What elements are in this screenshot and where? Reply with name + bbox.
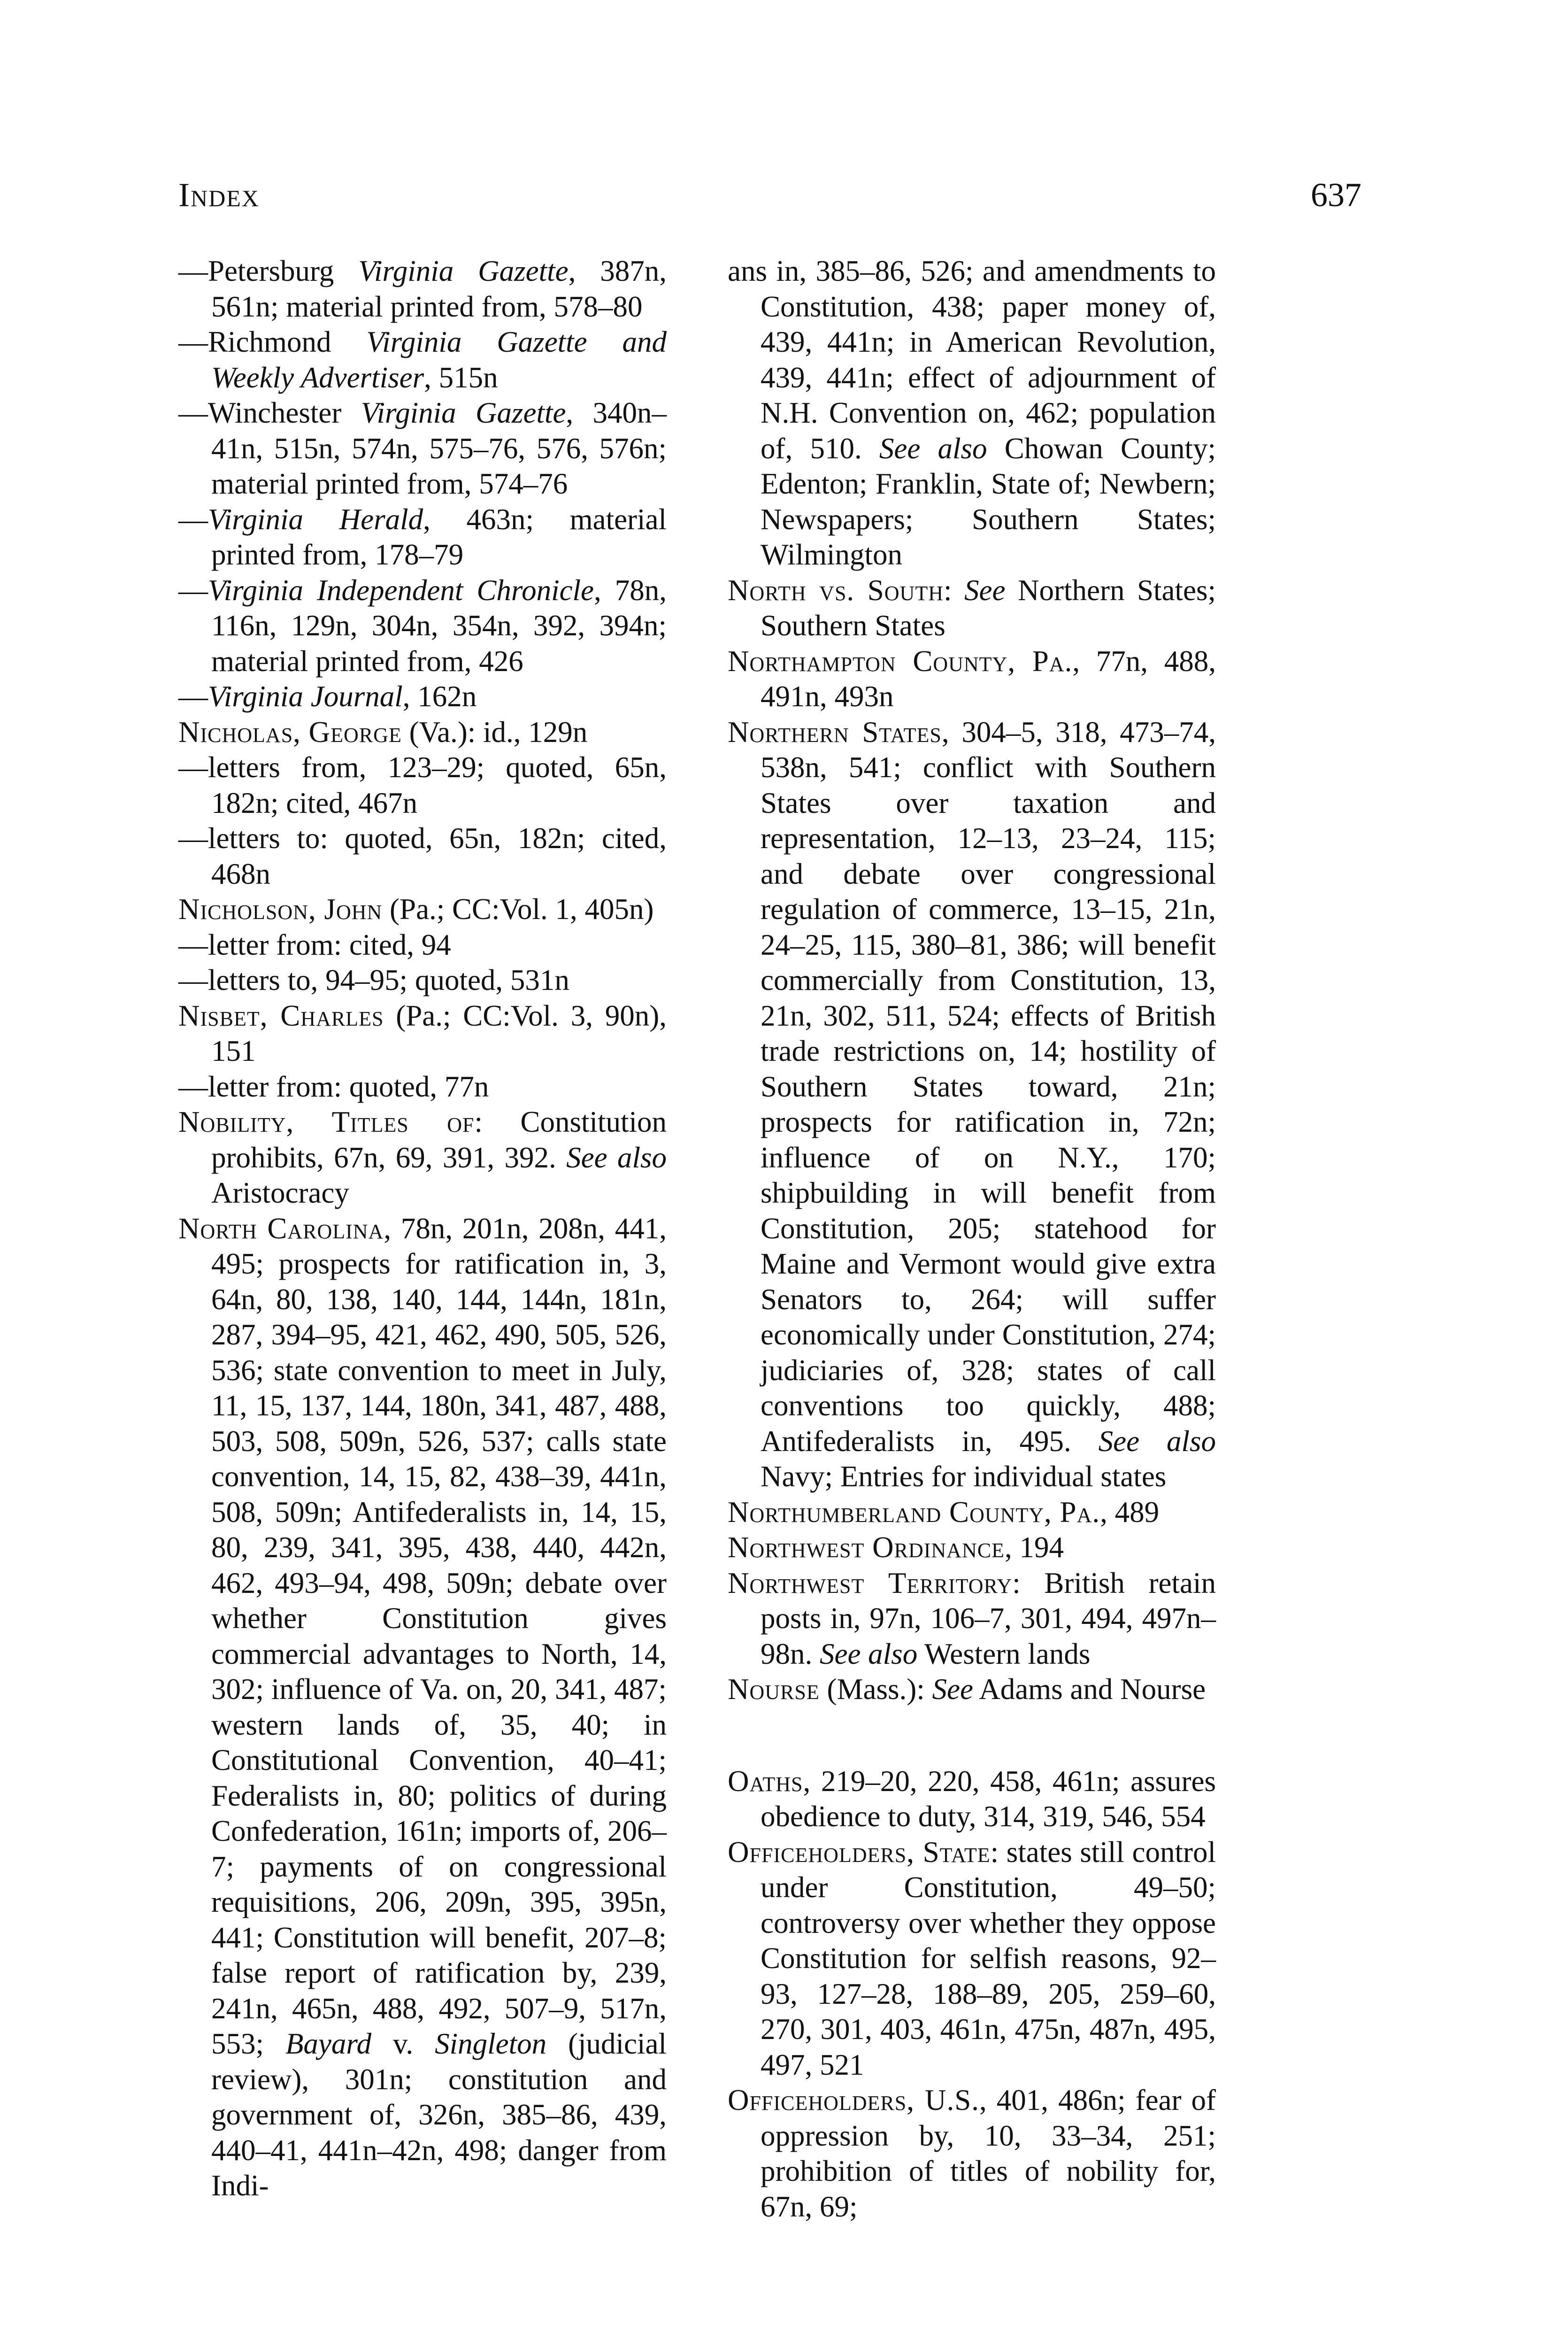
entry-text: , 463n; material printed from, 178–79: [211, 502, 667, 571]
italic-text: Virginia Herald: [208, 502, 423, 536]
index-subentry: [178, 573, 667, 680]
italic-text: Singleton: [435, 2027, 547, 2060]
index-column-left: [178, 254, 667, 2204]
entry-heading: Northern States: [728, 715, 942, 749]
italic-text: See also: [879, 432, 987, 465]
entry-heading: Officeholders, State: [728, 1835, 991, 1869]
entry-heading: Northwest Territory: [728, 1566, 1013, 1599]
entry-text: (judicial review), 301n; constitution and government of, 326n, 385–86, 439, 440–41, 441n–42n, 498; danger from Indi-: [211, 2027, 667, 2202]
entry-text: : Constitution prohibits, 67n, 69, 391, 392.: [211, 1105, 667, 1174]
entry-text: —letters to: quoted, 65n, 182n; cited, 468n: [178, 822, 667, 890]
index-entry: [728, 1764, 1216, 1835]
entry-text: : British retain posts in, 97n, 106–7, 301, 494, 497n–98n.: [761, 1566, 1216, 1670]
entry-text: Northern States; Southern States: [761, 573, 1216, 642]
entry-heading: Officeholders, U.S.: [728, 2084, 980, 2116]
entry-text: —letter from: quoted, 77n: [178, 1070, 489, 1103]
index-subentry: [178, 963, 667, 998]
entry-text: , 219–20, 220, 458, 461n; assures obedience to duty, 314, 319, 546, 554: [761, 1764, 1216, 1833]
running-head-title: Index: [178, 176, 260, 214]
entry-heading: Nobility, Titles of: [178, 1105, 475, 1138]
entry-heading: North Carolina: [178, 1212, 384, 1245]
italic-text: Virginia Gazette: [361, 396, 566, 429]
index-subentry: [178, 821, 667, 892]
index-subentry: [178, 927, 667, 963]
index-subentry: [178, 502, 667, 573]
entry-text: ans in, 385–86, 526; and amendments to Constitution, 438; paper money of, 439, 441n; in American Revolution, 439, 441n; effect of adjournment of N.H. Convention on, 462; population of, 510.: [728, 255, 1216, 465]
entry-heading: Oaths: [728, 1764, 803, 1798]
entry-text: , 515n: [424, 361, 498, 394]
entry-text: , 489: [1100, 1495, 1160, 1529]
entry-heading: Nourse: [728, 1673, 820, 1706]
running-head: [178, 171, 1361, 218]
index-subentry: [178, 254, 667, 324]
entry-text: , 340n–41n, 515n, 574n, 575–76, 576, 576n; material printed from, 574–76: [211, 396, 667, 500]
index-subentry: [178, 395, 667, 502]
entry-text: (Pa.; CC:Vol. 3, 90n), 151: [211, 999, 667, 1067]
entry-text: , 387n, 561n; material printed from, 578–80: [211, 255, 667, 323]
index-entry: [178, 1211, 667, 2204]
entry-text: Western lands: [917, 1637, 1091, 1670]
italic-text: See: [932, 1673, 973, 1706]
entry-text: v.: [371, 2027, 435, 2060]
entry-text: —: [178, 680, 208, 713]
entry-text: (Pa.; CC:Vol. 1, 405n): [382, 893, 654, 926]
entry-text: Adams and Nourse: [973, 1673, 1206, 1706]
index-entry: [728, 715, 1216, 1495]
italic-text: Bayard: [285, 2027, 372, 2060]
entry-text: : states still control under Constitution, 49–50; controversy over whether they oppose Constitution for selfish reasons, 92–93, 127–28, 188–89, 205, 259–60, 270, 301, 403, 461n, 475n, 487n, 495, 497, 521: [761, 1835, 1216, 2081]
entry-heading: Nisbet, Charles: [178, 999, 384, 1032]
entry-text: —Petersburg: [178, 255, 359, 287]
entry-text: , 401, 486n; fear of oppression by, 10, 33–34, 251; prohibition of titles of nobility for, 67n, 69;: [761, 2084, 1216, 2223]
entry-heading: North vs. South: [728, 573, 944, 607]
entry-text: —: [178, 502, 208, 536]
entry-text: —letters to, 94–95; quoted, 531n: [178, 964, 569, 996]
entry-text: —Winchester: [178, 396, 361, 429]
entry-text: —: [178, 573, 208, 607]
page-number: 637: [1311, 176, 1361, 214]
italic-text: Virginia Gazette and Weekly Advertiser: [211, 325, 667, 394]
entry-text: (Mass.):: [819, 1673, 932, 1706]
italic-text: See: [964, 573, 1006, 607]
entry-heading: Northampton County, Pa.: [728, 644, 1073, 678]
index-entry: [178, 715, 667, 750]
entry-text: :: [943, 573, 965, 607]
index-subentry: [178, 1069, 667, 1105]
entry-text: , 77n, 488, 491n, 493n: [761, 644, 1216, 713]
index-entry-continued: [728, 254, 1216, 573]
entry-text: , 78n, 116n, 129n, 304n, 354n, 392, 394n; material printed from, 426: [211, 573, 667, 678]
entry-text: , 78n, 201n, 208n, 441, 495; prospects for ratification in, 3, 64n, 80, 138, 140, 144, 144n, 181n, 287, 394–95, 421, 462, 490, 505, 526, 536; state convention to meet in July, 11, 15, 137, 144, 180n, 341, 487, 488, 503, 508, 509n, 526, 537; calls state convention, 14, 15, 82, 438–39, 441n, 508, 509n; Antifederalists in, 14, 15, 80, 239, 341, 395, 438, 440, 442n, 462, 493–94, 498, 509n; debate over whether Constitution gives commercial advantages to North, 14, 302; influence of Va. on, 20, 341, 487; western lands of, 35, 40; in Constitutional Convention, 40–41; Federalists in, 80; politics of during Confederation, 161n; imports of, 206–7; payments of on congressional requisitions, 206, 209n, 395, 395n, 441; Constitution will benefit, 207–8; false report of ratification by, 239, 241n, 465n, 488, 492, 507–9, 517n, 553;: [211, 1212, 667, 2060]
index-subentry: [178, 750, 667, 821]
italic-text: Virginia Gazette: [358, 255, 569, 287]
index-entry: [728, 1495, 1216, 1530]
entry-heading: Northumberland County, Pa.: [728, 1495, 1100, 1529]
entry-heading: Nicholas, George: [178, 715, 402, 749]
index-column-right: [728, 254, 1216, 2224]
index-entry: [728, 573, 1216, 644]
index-entry: [178, 892, 667, 927]
index-entry: [728, 1530, 1216, 1566]
entry-text: Aristocracy: [211, 1176, 349, 1209]
index-entry: [728, 1566, 1216, 1672]
index-entry: [728, 1835, 1216, 2083]
entry-text: Navy; Entries for individual states: [761, 1460, 1167, 1493]
index-entry: [728, 2083, 1216, 2224]
entry-text: , 304–5, 318, 473–74, 538n, 541; conflict with Southern States over taxation and representation, 12–13, 23–24, 115; and debate over congressional regulation of commerce, 13–15, 21n, 24–25, 115, 380–81, 386; will benefit commercially from Constitution, 13, 21n, 302, 511, 524; effects of British trade restrictions on, 14; hostility of Southern States toward, 21n; prospects for ratification in, 72n; influence of on N.Y., 170; shipbuilding in will benefit from Constitution, 205; statehood for Maine and Vermont would give extra Senators to, 264; will suffer economically under Constitution, 274; judiciaries of, 328; states of call conventions too quickly, 488; Antifederalists in, 495.: [761, 715, 1216, 1458]
entry-text: —letters from, 123–29; quoted, 65n, 182n; cited, 467n: [178, 751, 667, 819]
index-entry: [178, 1104, 667, 1211]
section-gap: [728, 1707, 1216, 1764]
italic-text: Virginia Journal: [208, 680, 403, 713]
italic-text: Virginia Independent Chronicle: [208, 573, 594, 607]
index-subentry: [178, 324, 667, 395]
index-subentry: [178, 679, 667, 715]
entry-text: , 194: [1004, 1531, 1064, 1564]
italic-text: See also: [820, 1637, 918, 1670]
entry-heading: Northwest Ordinance: [728, 1531, 1005, 1564]
index-entry: [178, 998, 667, 1069]
entry-text: (Va.): id., 129n: [401, 715, 588, 749]
entry-text: —letter from: cited, 94: [178, 928, 451, 961]
entry-text: —Richmond: [178, 325, 367, 358]
index-entry: [728, 644, 1216, 715]
italic-text: See also: [1098, 1424, 1216, 1458]
entry-text: , 162n: [402, 680, 477, 713]
index-entry: [728, 1672, 1216, 1707]
italic-text: See also: [566, 1141, 667, 1174]
entry-heading: Nicholson, John: [178, 893, 383, 926]
entry-text: Chowan County; Edenton; Franklin, State of; Newbern; Newspapers; Southern States; Wilmington: [761, 432, 1216, 571]
